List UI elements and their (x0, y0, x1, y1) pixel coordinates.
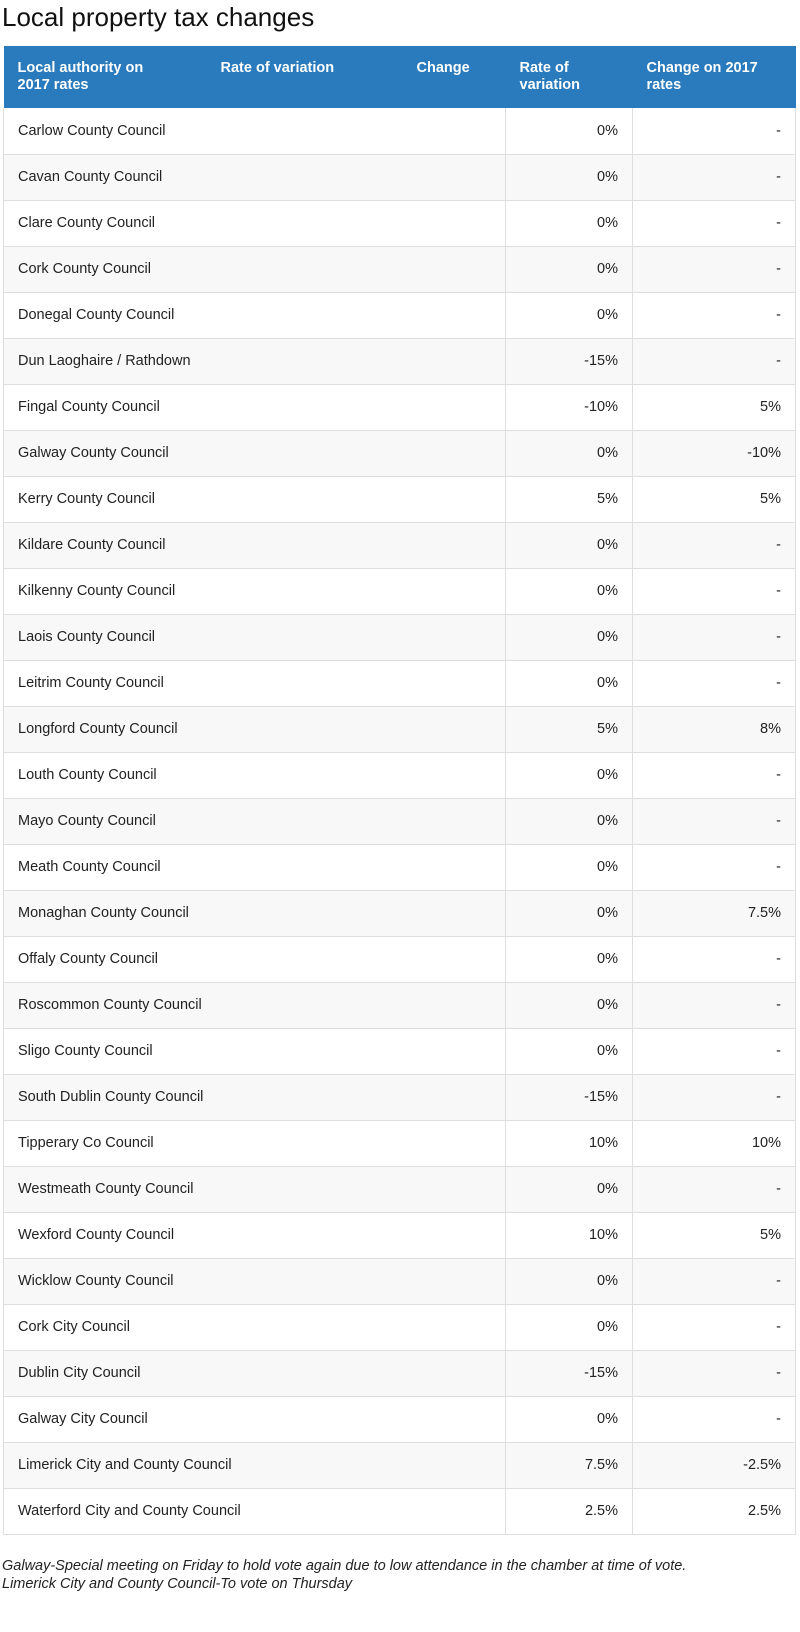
cell-local-authority: South Dublin County Council (4, 1074, 506, 1120)
cell-local-authority: Westmeath County Council (4, 1166, 506, 1212)
cell-change-on-2017: - (633, 568, 796, 614)
cell-rate-of-variation: 0% (506, 246, 633, 292)
cell-local-authority: Roscommon County Council (4, 982, 506, 1028)
cell-rate-of-variation: 0% (506, 430, 633, 476)
table-row (4, 1350, 796, 1396)
cell-change-on-2017: - (633, 246, 796, 292)
table-row (4, 844, 796, 890)
table-row (4, 246, 796, 292)
table-row (4, 752, 796, 798)
table-row (4, 430, 796, 476)
table-row (4, 1442, 796, 1488)
cell-change-on-2017: - (633, 1258, 796, 1304)
cell-rate-of-variation: 0% (506, 1396, 633, 1442)
cell-local-authority: Carlow County Council (4, 108, 506, 154)
cell-local-authority: Meath County Council (4, 844, 506, 890)
cell-change-on-2017: 10% (633, 1120, 796, 1166)
cell-rate-of-variation: 0% (506, 522, 633, 568)
cell-local-authority: Dun Laoghaire / Rathdown (4, 338, 506, 384)
cell-local-authority: Kerry County Council (4, 476, 506, 522)
header-change: Change (416, 60, 470, 76)
cell-local-authority: Fingal County Council (4, 384, 506, 430)
cell-change-on-2017: - (633, 844, 796, 890)
cell-rate-of-variation: 0% (506, 752, 633, 798)
cell-change-on-2017: - (633, 1304, 796, 1350)
table-row (4, 706, 796, 752)
cell-local-authority: Donegal County Council (4, 292, 506, 338)
table-body (4, 108, 796, 1534)
cell-rate-of-variation: 5% (506, 476, 633, 522)
cell-local-authority: Laois County Council (4, 614, 506, 660)
cell-change-on-2017: - (633, 1028, 796, 1074)
cell-change-on-2017: - (633, 1074, 796, 1120)
cell-rate-of-variation: 0% (506, 844, 633, 890)
cell-rate-of-variation: -15% (506, 1350, 633, 1396)
cell-change-on-2017: - (633, 614, 796, 660)
table-row (4, 982, 796, 1028)
table-row (4, 200, 796, 246)
cell-rate-of-variation: 0% (506, 1166, 633, 1212)
cell-local-authority: Longford County Council (4, 706, 506, 752)
header-rate-of-variation-left: Rate of variation (220, 60, 335, 76)
table-row (4, 1396, 796, 1442)
cell-rate-of-variation: 7.5% (506, 1442, 633, 1488)
cell-rate-of-variation: 0% (506, 1028, 633, 1074)
cell-change-on-2017: 5% (633, 1212, 796, 1258)
cell-change-on-2017: - (633, 798, 796, 844)
table-row (4, 614, 796, 660)
table-row (4, 154, 796, 200)
cell-change-on-2017: - (633, 292, 796, 338)
table-row (4, 1304, 796, 1350)
cell-rate-of-variation: 0% (506, 200, 633, 246)
header-change-on-2017: Change on 2017 rates (633, 46, 796, 108)
cell-change-on-2017: - (633, 1166, 796, 1212)
cell-local-authority: Wicklow County Council (4, 1258, 506, 1304)
cell-local-authority: Cork City Council (4, 1304, 506, 1350)
cell-change-on-2017: - (633, 108, 796, 154)
cell-change-on-2017: - (633, 660, 796, 706)
cell-rate-of-variation: 5% (506, 706, 633, 752)
cell-change-on-2017: -2.5% (633, 1442, 796, 1488)
tax-table-container (3, 46, 795, 1535)
table-row (4, 936, 796, 982)
header-row (4, 46, 796, 108)
cell-local-authority: Mayo County Council (4, 798, 506, 844)
table-row (4, 798, 796, 844)
header-cell-group (4, 46, 506, 108)
cell-rate-of-variation: -10% (506, 384, 633, 430)
cell-rate-of-variation: 0% (506, 982, 633, 1028)
cell-change-on-2017: 2.5% (633, 1488, 796, 1534)
cell-change-on-2017: -10% (633, 430, 796, 476)
table-row (4, 476, 796, 522)
footnotes (2, 1557, 792, 1593)
cell-local-authority: Kildare County Council (4, 522, 506, 568)
cell-change-on-2017: - (633, 936, 796, 982)
cell-change-on-2017: - (633, 154, 796, 200)
cell-rate-of-variation: 0% (506, 936, 633, 982)
cell-rate-of-variation: 0% (506, 568, 633, 614)
cell-local-authority: Sligo County Council (4, 1028, 506, 1074)
cell-local-authority: Monaghan County Council (4, 890, 506, 936)
header-rate-of-variation: Rate of variation (506, 46, 633, 108)
cell-local-authority: Wexford County Council (4, 1212, 506, 1258)
cell-rate-of-variation: 10% (506, 1120, 633, 1166)
table-row (4, 1212, 796, 1258)
cell-change-on-2017: 8% (633, 706, 796, 752)
cell-rate-of-variation: 0% (506, 614, 633, 660)
cell-change-on-2017: 5% (633, 384, 796, 430)
cell-local-authority: Kilkenny County Council (4, 568, 506, 614)
cell-rate-of-variation: 0% (506, 108, 633, 154)
cell-rate-of-variation: 0% (506, 890, 633, 936)
cell-change-on-2017: - (633, 522, 796, 568)
cell-local-authority: Offaly County Council (4, 936, 506, 982)
cell-local-authority: Limerick City and County Council (4, 1442, 506, 1488)
cell-rate-of-variation: -15% (506, 1074, 633, 1120)
table-row (4, 1258, 796, 1304)
table-row (4, 1488, 796, 1534)
table-header (4, 46, 796, 108)
footnote-galway: Galway-Special meeting on Friday to hold vote again due to low attendance in the chamber at time of vote. (2, 1558, 687, 1574)
table-row (4, 384, 796, 430)
table-row (4, 338, 796, 384)
cell-rate-of-variation: 0% (506, 660, 633, 706)
tax-table (3, 46, 796, 1535)
table-row (4, 1166, 796, 1212)
cell-local-authority: Cavan County Council (4, 154, 506, 200)
cell-change-on-2017: - (633, 200, 796, 246)
cell-rate-of-variation: 0% (506, 1258, 633, 1304)
cell-change-on-2017: - (633, 1350, 796, 1396)
footnote-limerick: Limerick City and County Council-To vote on Thursday (2, 1576, 353, 1592)
table-row (4, 660, 796, 706)
cell-change-on-2017: - (633, 1396, 796, 1442)
table-row (4, 1074, 796, 1120)
cell-rate-of-variation: 0% (506, 154, 633, 200)
table-row (4, 108, 796, 154)
cell-rate-of-variation: 2.5% (506, 1488, 633, 1534)
cell-rate-of-variation: 0% (506, 1304, 633, 1350)
page-title: Local property tax changes (2, 2, 315, 32)
table-row (4, 292, 796, 338)
table-row (4, 522, 796, 568)
cell-local-authority: Clare County Council (4, 200, 506, 246)
cell-change-on-2017: - (633, 338, 796, 384)
cell-local-authority: Waterford City and County Council (4, 1488, 506, 1534)
cell-change-on-2017: - (633, 982, 796, 1028)
cell-local-authority: Cork County Council (4, 246, 506, 292)
cell-local-authority: Galway County Council (4, 430, 506, 476)
header-local-authority: Local authority on 2017 rates (17, 60, 144, 93)
cell-local-authority: Galway City Council (4, 1396, 506, 1442)
cell-rate-of-variation: -15% (506, 338, 633, 384)
cell-rate-of-variation: 0% (506, 798, 633, 844)
table-row (4, 568, 796, 614)
table-row (4, 1028, 796, 1074)
cell-local-authority: Leitrim County Council (4, 660, 506, 706)
table-row (4, 890, 796, 936)
cell-change-on-2017: - (633, 752, 796, 798)
cell-local-authority: Tipperary Co Council (4, 1120, 506, 1166)
cell-rate-of-variation: 10% (506, 1212, 633, 1258)
table-row (4, 1120, 796, 1166)
cell-change-on-2017: 7.5% (633, 890, 796, 936)
cell-local-authority: Dublin City Council (4, 1350, 506, 1396)
cell-change-on-2017: 5% (633, 476, 796, 522)
cell-local-authority: Louth County Council (4, 752, 506, 798)
cell-rate-of-variation: 0% (506, 292, 633, 338)
